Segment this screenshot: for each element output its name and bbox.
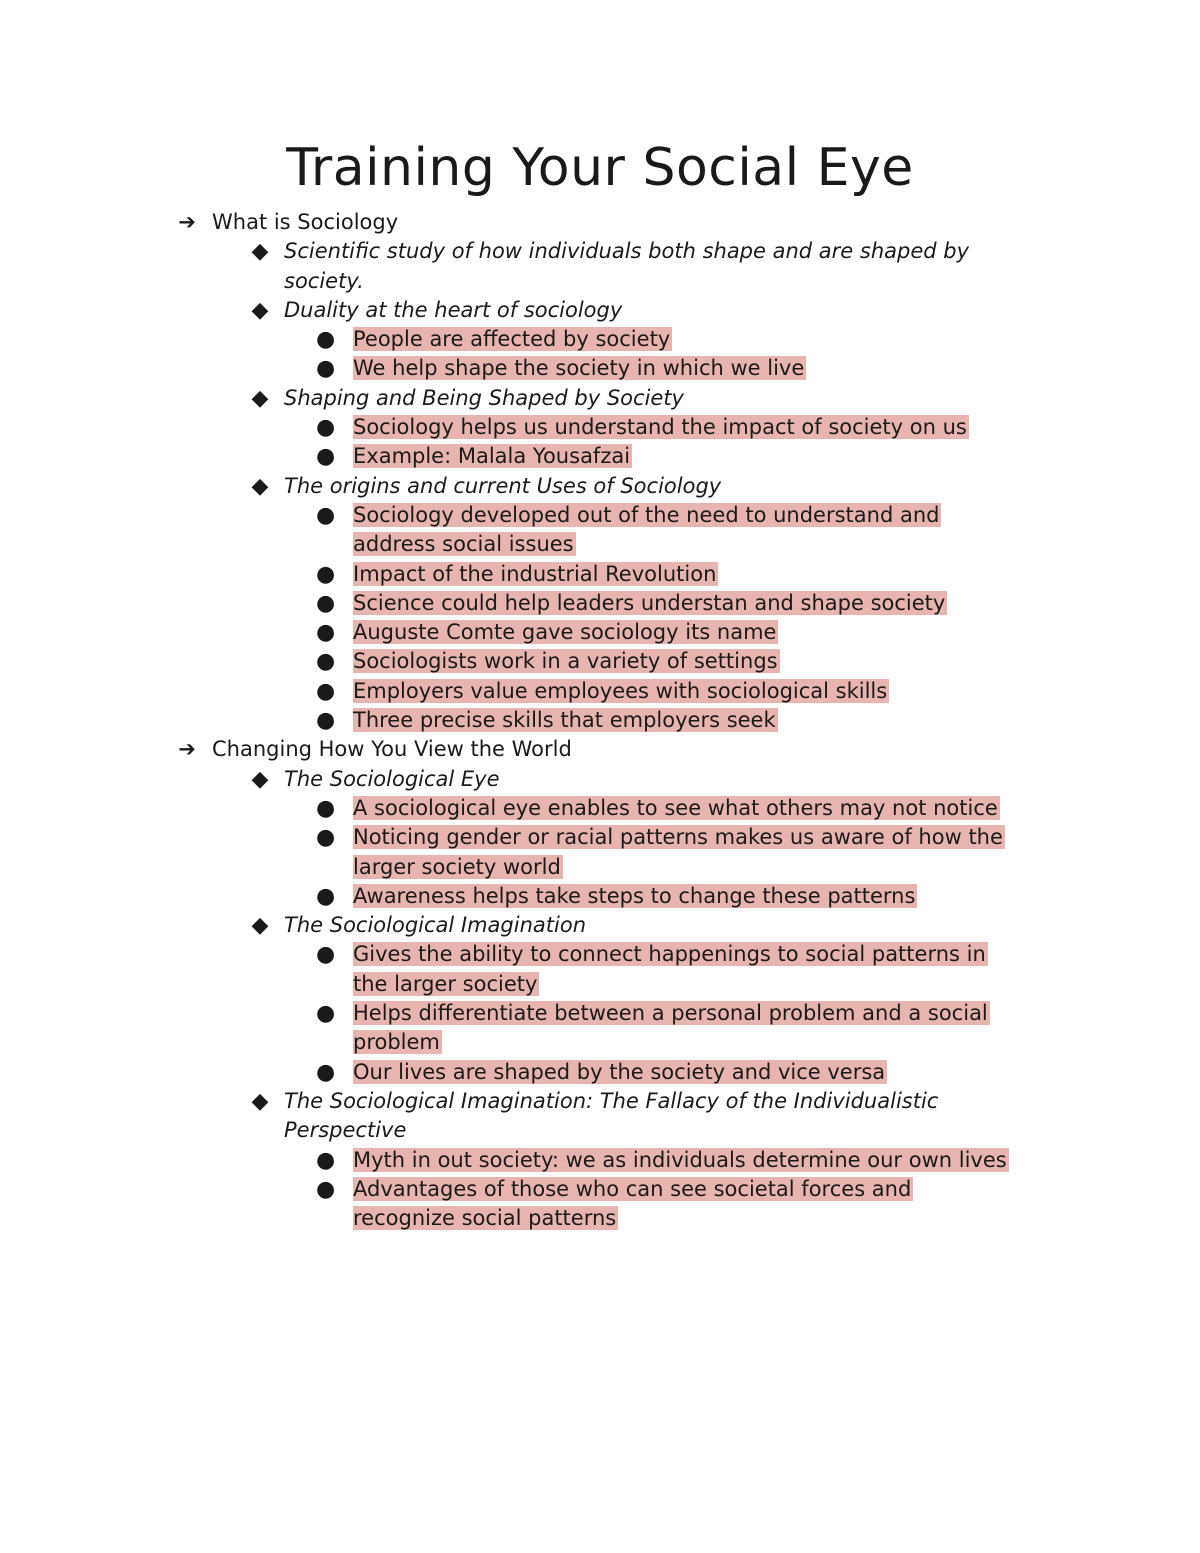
highlighted-text: Science could help leaders understan and shape society: [353, 590, 946, 615]
note-text: [353, 882, 917, 911]
note-text: [353, 618, 778, 647]
note-text: [353, 560, 718, 589]
highlighted-text: Helps differentiate between a personal problem and a social: [353, 1001, 988, 1026]
dot-bullet-icon: ●: [316, 415, 336, 441]
subtopic-text: Scientific study of how individuals both shape and are shaped by: [284, 239, 970, 264]
dot-bullet-icon: ●: [316, 795, 336, 821]
note-text: [353, 853, 563, 882]
highlighted-text: Gives the ability to connect happenings to social patterns in: [353, 942, 986, 967]
diamond-bullet-icon: ◆: [251, 913, 269, 939]
note-text: [353, 999, 990, 1028]
subtopic-text: The origins and current Uses of Sociology: [284, 473, 722, 498]
note-text-row: [0, 970, 1200, 999]
diamond-bullet-icon: ◆: [251, 1088, 269, 1114]
note-text-row: [0, 618, 1200, 647]
note-text: [353, 970, 539, 999]
dot-bullet-icon: ●: [316, 444, 336, 470]
section-heading: Changing How You View the World: [212, 737, 572, 762]
note-text-row: [0, 325, 1200, 354]
subtopic-text-row: [0, 296, 1200, 325]
highlighted-text: Advantages of those who can see societal forces and: [353, 1176, 912, 1201]
note-text: [353, 325, 672, 354]
diamond-bullet-icon: ◆: [251, 473, 269, 499]
subtopic-text: The Sociological Imagination: [284, 913, 586, 938]
subtopic-text-row: [0, 237, 1200, 266]
note-text-row: [0, 1175, 1200, 1204]
dot-bullet-icon: ●: [316, 942, 336, 968]
note-text-row: [0, 354, 1200, 383]
note-text-row: [0, 677, 1200, 706]
highlighted-text: recognize social patterns: [353, 1206, 617, 1231]
highlighted-text: address social issues: [353, 532, 574, 557]
highlighted-text: larger society world: [353, 854, 561, 879]
diamond-bullet-icon: ◆: [251, 385, 269, 411]
diamond-bullet-icon: ◆: [251, 297, 269, 323]
note-text-row: [0, 1146, 1200, 1175]
note-text-row: [0, 1204, 1200, 1233]
note-text: [353, 413, 969, 442]
highlighted-text: Employers value employees with sociological skills: [353, 678, 888, 703]
highlighted-text: Myth in out society: we as individuals determine our own lives: [353, 1147, 1007, 1172]
highlighted-text: People are affected by society: [353, 327, 671, 352]
note-text: [353, 794, 1000, 823]
highlighted-text: Impact of the industrial Revolution: [353, 561, 717, 586]
note-text-row: [0, 706, 1200, 735]
note-text: [353, 647, 780, 676]
subtopic-text-row: [0, 911, 1200, 940]
highlighted-text: We help shape the society in which we live: [353, 356, 805, 381]
note-text: [353, 354, 806, 383]
dot-bullet-icon: ●: [316, 590, 336, 616]
notes-outline: [0, 208, 1200, 1233]
subtopic-text-row: [0, 267, 1200, 296]
note-text: [353, 940, 988, 969]
note-text: [353, 677, 889, 706]
diamond-bullet-icon: ◆: [251, 766, 269, 792]
note-text: [353, 1175, 913, 1204]
note-text: [353, 1204, 618, 1233]
highlighted-text: Auguste Comte gave sociology its name: [353, 620, 777, 645]
dot-bullet-icon: ●: [316, 327, 336, 353]
subtopic-text: Perspective: [284, 1118, 407, 1143]
subtopic-text-row: [0, 472, 1200, 501]
section-heading-row: [0, 735, 1200, 764]
section-heading-row: [0, 208, 1200, 237]
section-heading: What is Sociology: [212, 210, 399, 234]
dot-bullet-icon: ●: [316, 1147, 336, 1173]
subtopic-text-row: [0, 765, 1200, 794]
note-text: [353, 442, 632, 471]
dot-bullet-icon: ●: [316, 825, 336, 851]
note-text-row: [0, 794, 1200, 823]
highlighted-text: Sociologists work in a variety of settings: [353, 649, 778, 674]
dot-bullet-icon: ●: [316, 502, 336, 528]
note-text-row: [0, 413, 1200, 442]
note-text-row: [0, 823, 1200, 852]
highlighted-text: A sociological eye enables to see what others may not notice: [353, 795, 998, 820]
subtopic-text: Duality at the heart of sociology: [284, 297, 623, 322]
dot-bullet-icon: ●: [316, 649, 336, 675]
subtopic-text: society.: [284, 268, 364, 293]
highlighted-text: Example: Malala Yousafzai: [353, 444, 631, 469]
note-text-row: [0, 501, 1200, 530]
subtopic-text: The Sociological Imagination: The Fallacy of the Individualistic: [284, 1088, 939, 1113]
note-text-row: [0, 442, 1200, 471]
arrow-bullet-icon: ➔: [178, 737, 196, 762]
diamond-bullet-icon: ◆: [251, 239, 269, 265]
dot-bullet-icon: ●: [316, 561, 336, 587]
subtopic-text-row: [0, 1087, 1200, 1116]
note-text: [353, 1058, 887, 1087]
highlighted-text: Three precise skills that employers seek: [353, 708, 776, 733]
dot-bullet-icon: ●: [316, 1001, 336, 1027]
note-text-row: [0, 1028, 1200, 1057]
highlighted-text: the larger society: [353, 971, 538, 996]
dot-bullet-icon: ●: [316, 1176, 336, 1202]
highlighted-text: Sociology helps us understand the impact of society on us: [353, 415, 967, 440]
dot-bullet-icon: ●: [316, 708, 336, 734]
dot-bullet-icon: ●: [316, 1059, 336, 1085]
arrow-bullet-icon: ➔: [178, 210, 196, 234]
note-text: [353, 589, 947, 618]
dot-bullet-icon: ●: [316, 678, 336, 704]
subtopic-text-row: [0, 1116, 1200, 1145]
page-title: Training Your Social Eye: [286, 138, 914, 198]
subtopic-text-row: [0, 384, 1200, 413]
note-text: [353, 501, 941, 530]
note-text-row: [0, 560, 1200, 589]
note-text-row: [0, 999, 1200, 1028]
subtopic-text: Shaping and Being Shaped by Society: [284, 385, 684, 410]
highlighted-text: problem: [353, 1030, 440, 1055]
note-text-row: [0, 647, 1200, 676]
highlighted-text: Awareness helps take steps to change these patterns: [353, 883, 916, 908]
note-text-row: [0, 940, 1200, 969]
highlighted-text: Our lives are shaped by the society and vice versa: [353, 1059, 886, 1084]
note-text-row: [0, 882, 1200, 911]
subtopic-text: The Sociological Eye: [284, 766, 500, 791]
dot-bullet-icon: ●: [316, 883, 336, 909]
note-text: [353, 1028, 442, 1057]
note-text-row: [0, 589, 1200, 618]
highlighted-text: Noticing gender or racial patterns makes us aware of how the: [353, 825, 1003, 850]
note-text: [353, 530, 576, 559]
note-text: [353, 706, 778, 735]
dot-bullet-icon: ●: [316, 356, 336, 382]
note-text-row: [0, 530, 1200, 559]
highlighted-text: Sociology developed out of the need to understand and: [353, 502, 940, 527]
dot-bullet-icon: ●: [316, 620, 336, 646]
note-text: [353, 823, 1005, 852]
note-text: [353, 1146, 1009, 1175]
note-text-row: [0, 1058, 1200, 1087]
note-text-row: [0, 853, 1200, 882]
